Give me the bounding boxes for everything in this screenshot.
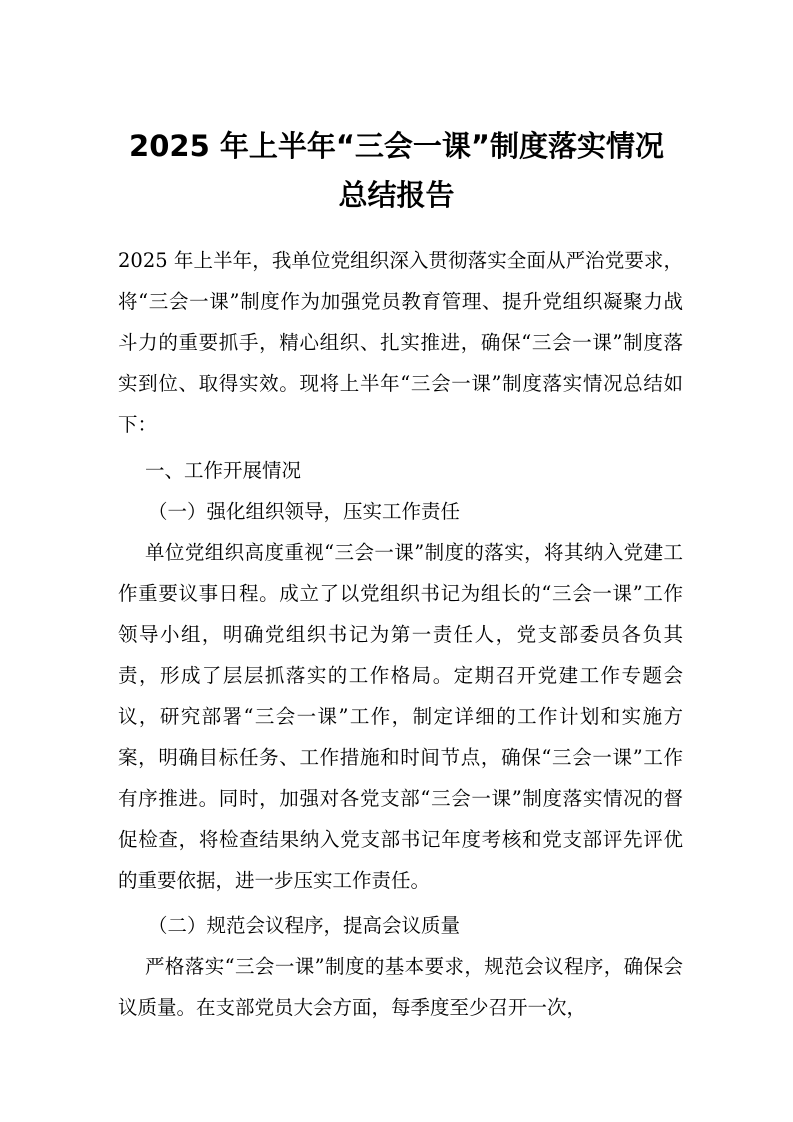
intro-paragraph: 2025 年上半年，我单位党组织深入贯彻落实全面从严治党要求，将“三会一课”制度作为加强党员教育管理、提升党组织凝聚力战斗力的重要抓手，精心组织、扎实推进，确保“三会一课”制度落实到位、取得实效。现将上半年“三会一课”制度落实情况总结如下：	[118, 249, 683, 436]
document-title-line1: 2025 年上半年“三会一课”制度落实情况	[129, 129, 664, 163]
subsection1-paragraph: 单位党组织高度重视“三会一课”制度的落实，将其纳入党建工作重要议事日程。成立了以党组织书记为组长的“三会一课”工作领导小组，明确党组织书记为第一责任人，党支部委员各负其责，形成了层层抓落实的工作格局。定期召开党建工作专题会议，研究部署“三会一课”工作，制定详细的工作计划和实施方案，明确目标任务、工作措施和时间节点，确保“三会一课”工作有序推进。同时，加强对各党支部“三会一课”制度落实情况的督促检查，将检查结果纳入党支部书记年度考核和党支部评先评优的重要依据，进一步压实工作责任。	[118, 541, 683, 892]
subsection1-heading: （一）强化组织领导，压实工作责任	[148, 500, 461, 523]
subsection2-paragraph: 严格落实“三会一课”制度的基本要求，规范会议程序，确保会议质量。在支部党员大会方面，每季度至少召开一次，	[118, 955, 683, 1019]
subsection2-heading: （二）规范会议程序，提高会议质量	[148, 914, 461, 937]
document-title-line2: 总结报告	[338, 178, 455, 212]
section1-heading: 一、工作开展情况	[145, 459, 302, 482]
